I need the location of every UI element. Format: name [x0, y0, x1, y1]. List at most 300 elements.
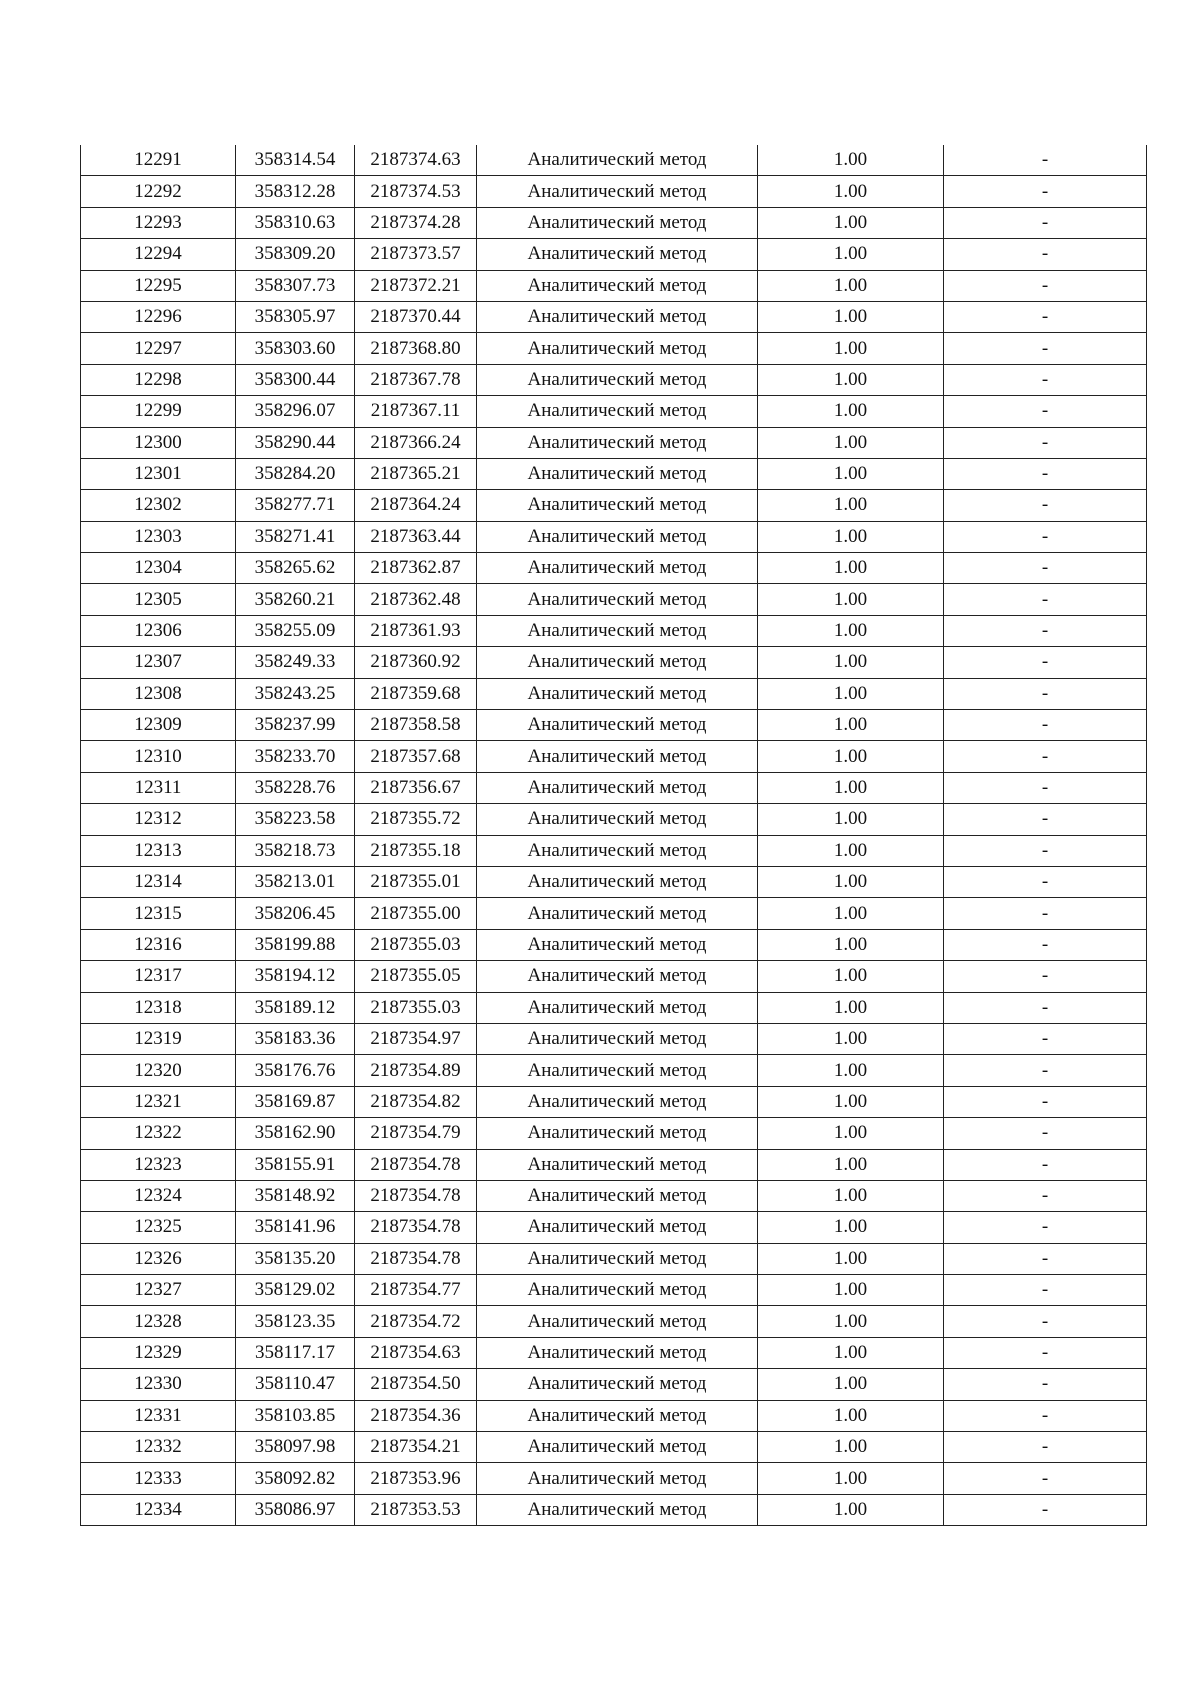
table-row	[81, 647, 1147, 678]
x-coordinate-cell: 358260.21	[236, 584, 355, 615]
y-coordinate-cell: 2187360.92	[355, 647, 477, 678]
y-coordinate-cell: 2187355.03	[355, 929, 477, 960]
y-coordinate-cell: 2187355.18	[355, 835, 477, 866]
table-row	[81, 1086, 1147, 1117]
note-cell: -	[944, 929, 1147, 960]
method-cell: Аналитический метод	[477, 1463, 758, 1494]
y-coordinate-cell: 2187368.80	[355, 333, 477, 364]
table-row	[81, 992, 1147, 1023]
accuracy-cell: 1.00	[758, 333, 944, 364]
table-row	[81, 1118, 1147, 1149]
y-coordinate-cell: 2187355.72	[355, 804, 477, 835]
accuracy-cell: 1.00	[758, 1243, 944, 1274]
note-cell: -	[944, 1055, 1147, 1086]
point-number-cell: 12291	[81, 145, 236, 176]
y-coordinate-cell: 2187366.24	[355, 427, 477, 458]
y-coordinate-cell: 2187354.72	[355, 1306, 477, 1337]
note-cell: -	[944, 207, 1147, 238]
y-coordinate-cell: 2187355.03	[355, 992, 477, 1023]
note-cell: -	[944, 490, 1147, 521]
method-cell: Аналитический метод	[477, 835, 758, 866]
accuracy-cell: 1.00	[758, 1180, 944, 1211]
y-coordinate-cell: 2187357.68	[355, 741, 477, 772]
method-cell: Аналитический метод	[477, 270, 758, 301]
table-row	[81, 301, 1147, 332]
point-number-cell: 12298	[81, 364, 236, 395]
y-coordinate-cell: 2187374.63	[355, 145, 477, 176]
x-coordinate-cell: 358307.73	[236, 270, 355, 301]
table-row	[81, 1055, 1147, 1086]
point-number-cell: 12329	[81, 1337, 236, 1368]
accuracy-cell: 1.00	[758, 929, 944, 960]
x-coordinate-cell: 358206.45	[236, 898, 355, 929]
point-number-cell: 12322	[81, 1118, 236, 1149]
note-cell: -	[944, 270, 1147, 301]
point-number-cell: 12300	[81, 427, 236, 458]
table-row	[81, 270, 1147, 301]
point-number-cell: 12314	[81, 866, 236, 897]
point-number-cell: 12323	[81, 1149, 236, 1180]
x-coordinate-cell: 358129.02	[236, 1275, 355, 1306]
table-row	[81, 1275, 1147, 1306]
accuracy-cell: 1.00	[758, 176, 944, 207]
table-row	[81, 145, 1147, 176]
y-coordinate-cell: 2187374.53	[355, 176, 477, 207]
table-row	[81, 1023, 1147, 1054]
y-coordinate-cell: 2187354.78	[355, 1212, 477, 1243]
point-number-cell: 12309	[81, 710, 236, 741]
method-cell: Аналитический метод	[477, 898, 758, 929]
point-number-cell: 12316	[81, 929, 236, 960]
y-coordinate-cell: 2187354.50	[355, 1369, 477, 1400]
accuracy-cell: 1.00	[758, 1118, 944, 1149]
note-cell: -	[944, 1494, 1147, 1525]
point-number-cell: 12321	[81, 1086, 236, 1117]
point-number-cell: 12327	[81, 1275, 236, 1306]
accuracy-cell: 1.00	[758, 615, 944, 646]
method-cell: Аналитический метод	[477, 364, 758, 395]
method-cell: Аналитический метод	[477, 1149, 758, 1180]
note-cell: -	[944, 1118, 1147, 1149]
note-cell: -	[944, 427, 1147, 458]
method-cell: Аналитический метод	[477, 239, 758, 270]
table-row	[81, 678, 1147, 709]
table-row	[81, 364, 1147, 395]
table-row	[81, 961, 1147, 992]
x-coordinate-cell: 358135.20	[236, 1243, 355, 1274]
accuracy-cell: 1.00	[758, 804, 944, 835]
accuracy-cell: 1.00	[758, 1369, 944, 1400]
method-cell: Аналитический метод	[477, 1243, 758, 1274]
x-coordinate-cell: 358199.88	[236, 929, 355, 960]
point-number-cell: 12294	[81, 239, 236, 270]
y-coordinate-cell: 2187367.78	[355, 364, 477, 395]
note-cell: -	[944, 615, 1147, 646]
point-number-cell: 12313	[81, 835, 236, 866]
table-row	[81, 1212, 1147, 1243]
point-number-cell: 12305	[81, 584, 236, 615]
note-cell: -	[944, 1243, 1147, 1274]
table-row	[81, 1432, 1147, 1463]
accuracy-cell: 1.00	[758, 992, 944, 1023]
x-coordinate-cell: 358086.97	[236, 1494, 355, 1525]
point-number-cell: 12319	[81, 1023, 236, 1054]
table-row	[81, 207, 1147, 238]
accuracy-cell: 1.00	[758, 1306, 944, 1337]
method-cell: Аналитический метод	[477, 1494, 758, 1525]
point-number-cell: 12317	[81, 961, 236, 992]
point-number-cell: 12292	[81, 176, 236, 207]
point-number-cell: 12295	[81, 270, 236, 301]
method-cell: Аналитический метод	[477, 458, 758, 489]
note-cell: -	[944, 1463, 1147, 1494]
accuracy-cell: 1.00	[758, 1432, 944, 1463]
y-coordinate-cell: 2187370.44	[355, 301, 477, 332]
note-cell: -	[944, 992, 1147, 1023]
note-cell: -	[944, 1369, 1147, 1400]
x-coordinate-cell: 358194.12	[236, 961, 355, 992]
note-cell: -	[944, 835, 1147, 866]
method-cell: Аналитический метод	[477, 584, 758, 615]
x-coordinate-cell: 358265.62	[236, 553, 355, 584]
method-cell: Аналитический метод	[477, 961, 758, 992]
point-number-cell: 12301	[81, 458, 236, 489]
table-row	[81, 1180, 1147, 1211]
accuracy-cell: 1.00	[758, 866, 944, 897]
method-cell: Аналитический метод	[477, 1118, 758, 1149]
accuracy-cell: 1.00	[758, 1463, 944, 1494]
table-row	[81, 866, 1147, 897]
table-row	[81, 1337, 1147, 1368]
y-coordinate-cell: 2187354.82	[355, 1086, 477, 1117]
table-row	[81, 741, 1147, 772]
note-cell: -	[944, 239, 1147, 270]
x-coordinate-cell: 358237.99	[236, 710, 355, 741]
y-coordinate-cell: 2187354.77	[355, 1275, 477, 1306]
method-cell: Аналитический метод	[477, 772, 758, 803]
table-row	[81, 804, 1147, 835]
note-cell: -	[944, 961, 1147, 992]
point-number-cell: 12296	[81, 301, 236, 332]
y-coordinate-cell: 2187362.48	[355, 584, 477, 615]
x-coordinate-cell: 358300.44	[236, 364, 355, 395]
point-number-cell: 12303	[81, 521, 236, 552]
method-cell: Аналитический метод	[477, 1180, 758, 1211]
note-cell: -	[944, 1023, 1147, 1054]
note-cell: -	[944, 145, 1147, 176]
y-coordinate-cell: 2187353.96	[355, 1463, 477, 1494]
table-row	[81, 490, 1147, 521]
note-cell: -	[944, 1180, 1147, 1211]
method-cell: Аналитический метод	[477, 866, 758, 897]
x-coordinate-cell: 358176.76	[236, 1055, 355, 1086]
point-number-cell: 12310	[81, 741, 236, 772]
x-coordinate-cell: 358296.07	[236, 396, 355, 427]
x-coordinate-cell: 358117.17	[236, 1337, 355, 1368]
note-cell: -	[944, 866, 1147, 897]
point-number-cell: 12315	[81, 898, 236, 929]
point-number-cell: 12325	[81, 1212, 236, 1243]
accuracy-cell: 1.00	[758, 1212, 944, 1243]
table-row	[81, 1149, 1147, 1180]
accuracy-cell: 1.00	[758, 1023, 944, 1054]
x-coordinate-cell: 358213.01	[236, 866, 355, 897]
method-cell: Аналитический метод	[477, 647, 758, 678]
accuracy-cell: 1.00	[758, 772, 944, 803]
note-cell: -	[944, 772, 1147, 803]
x-coordinate-cell: 358228.76	[236, 772, 355, 803]
table-row	[81, 427, 1147, 458]
method-cell: Аналитический метод	[477, 710, 758, 741]
x-coordinate-cell: 358189.12	[236, 992, 355, 1023]
table-row	[81, 898, 1147, 929]
note-cell: -	[944, 1149, 1147, 1180]
accuracy-cell: 1.00	[758, 239, 944, 270]
accuracy-cell: 1.00	[758, 1055, 944, 1086]
x-coordinate-cell: 358271.41	[236, 521, 355, 552]
x-coordinate-cell: 358290.44	[236, 427, 355, 458]
point-number-cell: 12312	[81, 804, 236, 835]
note-cell: -	[944, 1086, 1147, 1117]
x-coordinate-cell: 358169.87	[236, 1086, 355, 1117]
note-cell: -	[944, 521, 1147, 552]
method-cell: Аналитический метод	[477, 145, 758, 176]
table-row	[81, 1243, 1147, 1274]
note-cell: -	[944, 1400, 1147, 1431]
note-cell: -	[944, 741, 1147, 772]
table-row	[81, 1494, 1147, 1525]
method-cell: Аналитический метод	[477, 1086, 758, 1117]
y-coordinate-cell: 2187354.36	[355, 1400, 477, 1431]
method-cell: Аналитический метод	[477, 929, 758, 960]
table-row	[81, 458, 1147, 489]
point-number-cell: 12308	[81, 678, 236, 709]
y-coordinate-cell: 2187374.28	[355, 207, 477, 238]
point-number-cell: 12304	[81, 553, 236, 584]
y-coordinate-cell: 2187354.97	[355, 1023, 477, 1054]
x-coordinate-cell: 358310.63	[236, 207, 355, 238]
coordinates-table-body	[81, 145, 1147, 1526]
y-coordinate-cell: 2187354.21	[355, 1432, 477, 1463]
method-cell: Аналитический метод	[477, 1306, 758, 1337]
method-cell: Аналитический метод	[477, 992, 758, 1023]
point-number-cell: 12334	[81, 1494, 236, 1525]
accuracy-cell: 1.00	[758, 1400, 944, 1431]
note-cell: -	[944, 898, 1147, 929]
x-coordinate-cell: 358309.20	[236, 239, 355, 270]
accuracy-cell: 1.00	[758, 961, 944, 992]
x-coordinate-cell: 358092.82	[236, 1463, 355, 1494]
x-coordinate-cell: 358123.35	[236, 1306, 355, 1337]
method-cell: Аналитический метод	[477, 678, 758, 709]
method-cell: Аналитический метод	[477, 615, 758, 646]
x-coordinate-cell: 358162.90	[236, 1118, 355, 1149]
method-cell: Аналитический метод	[477, 396, 758, 427]
accuracy-cell: 1.00	[758, 458, 944, 489]
accuracy-cell: 1.00	[758, 1275, 944, 1306]
accuracy-cell: 1.00	[758, 1494, 944, 1525]
x-coordinate-cell: 358110.47	[236, 1369, 355, 1400]
method-cell: Аналитический метод	[477, 553, 758, 584]
x-coordinate-cell: 358303.60	[236, 333, 355, 364]
y-coordinate-cell: 2187367.11	[355, 396, 477, 427]
x-coordinate-cell: 358243.25	[236, 678, 355, 709]
point-number-cell: 12299	[81, 396, 236, 427]
note-cell: -	[944, 804, 1147, 835]
y-coordinate-cell: 2187359.68	[355, 678, 477, 709]
point-number-cell: 12326	[81, 1243, 236, 1274]
point-number-cell: 12328	[81, 1306, 236, 1337]
y-coordinate-cell: 2187358.58	[355, 710, 477, 741]
point-number-cell: 12320	[81, 1055, 236, 1086]
y-coordinate-cell: 2187356.67	[355, 772, 477, 803]
x-coordinate-cell: 358249.33	[236, 647, 355, 678]
point-number-cell: 12306	[81, 615, 236, 646]
method-cell: Аналитический метод	[477, 1400, 758, 1431]
x-coordinate-cell: 358305.97	[236, 301, 355, 332]
y-coordinate-cell: 2187373.57	[355, 239, 477, 270]
method-cell: Аналитический метод	[477, 427, 758, 458]
method-cell: Аналитический метод	[477, 333, 758, 364]
point-number-cell: 12307	[81, 647, 236, 678]
x-coordinate-cell: 358103.85	[236, 1400, 355, 1431]
table-row	[81, 176, 1147, 207]
accuracy-cell: 1.00	[758, 490, 944, 521]
table-row	[81, 615, 1147, 646]
note-cell: -	[944, 1306, 1147, 1337]
method-cell: Аналитический метод	[477, 804, 758, 835]
accuracy-cell: 1.00	[758, 553, 944, 584]
point-number-cell: 12324	[81, 1180, 236, 1211]
point-number-cell: 12333	[81, 1463, 236, 1494]
y-coordinate-cell: 2187354.79	[355, 1118, 477, 1149]
y-coordinate-cell: 2187354.78	[355, 1243, 477, 1274]
method-cell: Аналитический метод	[477, 207, 758, 238]
y-coordinate-cell: 2187355.00	[355, 898, 477, 929]
y-coordinate-cell: 2187354.89	[355, 1055, 477, 1086]
table-row	[81, 1369, 1147, 1400]
y-coordinate-cell: 2187361.93	[355, 615, 477, 646]
y-coordinate-cell: 2187353.53	[355, 1494, 477, 1525]
note-cell: -	[944, 458, 1147, 489]
table-row	[81, 835, 1147, 866]
x-coordinate-cell: 358314.54	[236, 145, 355, 176]
table-row	[81, 772, 1147, 803]
x-coordinate-cell: 358218.73	[236, 835, 355, 866]
y-coordinate-cell: 2187354.78	[355, 1149, 477, 1180]
method-cell: Аналитический метод	[477, 301, 758, 332]
y-coordinate-cell: 2187355.05	[355, 961, 477, 992]
note-cell: -	[944, 333, 1147, 364]
point-number-cell: 12318	[81, 992, 236, 1023]
accuracy-cell: 1.00	[758, 207, 944, 238]
x-coordinate-cell: 358223.58	[236, 804, 355, 835]
method-cell: Аналитический метод	[477, 1212, 758, 1243]
point-number-cell: 12297	[81, 333, 236, 364]
x-coordinate-cell: 358255.09	[236, 615, 355, 646]
y-coordinate-cell: 2187363.44	[355, 521, 477, 552]
accuracy-cell: 1.00	[758, 270, 944, 301]
method-cell: Аналитический метод	[477, 1275, 758, 1306]
method-cell: Аналитический метод	[477, 1023, 758, 1054]
accuracy-cell: 1.00	[758, 898, 944, 929]
note-cell: -	[944, 710, 1147, 741]
y-coordinate-cell: 2187364.24	[355, 490, 477, 521]
note-cell: -	[944, 396, 1147, 427]
table-row	[81, 239, 1147, 270]
y-coordinate-cell: 2187355.01	[355, 866, 477, 897]
method-cell: Аналитический метод	[477, 1432, 758, 1463]
accuracy-cell: 1.00	[758, 1149, 944, 1180]
note-cell: -	[944, 364, 1147, 395]
coordinates-table	[80, 145, 1147, 1526]
y-coordinate-cell: 2187372.21	[355, 270, 477, 301]
table-row	[81, 333, 1147, 364]
method-cell: Аналитический метод	[477, 521, 758, 552]
x-coordinate-cell: 358183.36	[236, 1023, 355, 1054]
method-cell: Аналитический метод	[477, 741, 758, 772]
x-coordinate-cell: 358284.20	[236, 458, 355, 489]
method-cell: Аналитический метод	[477, 1055, 758, 1086]
note-cell: -	[944, 678, 1147, 709]
accuracy-cell: 1.00	[758, 1337, 944, 1368]
note-cell: -	[944, 647, 1147, 678]
accuracy-cell: 1.00	[758, 145, 944, 176]
accuracy-cell: 1.00	[758, 521, 944, 552]
x-coordinate-cell: 358155.91	[236, 1149, 355, 1180]
accuracy-cell: 1.00	[758, 584, 944, 615]
note-cell: -	[944, 553, 1147, 584]
accuracy-cell: 1.00	[758, 710, 944, 741]
note-cell: -	[944, 301, 1147, 332]
x-coordinate-cell: 358148.92	[236, 1180, 355, 1211]
method-cell: Аналитический метод	[477, 1337, 758, 1368]
y-coordinate-cell: 2187354.78	[355, 1180, 477, 1211]
note-cell: -	[944, 176, 1147, 207]
accuracy-cell: 1.00	[758, 741, 944, 772]
method-cell: Аналитический метод	[477, 176, 758, 207]
x-coordinate-cell: 358233.70	[236, 741, 355, 772]
accuracy-cell: 1.00	[758, 678, 944, 709]
table-row	[81, 1463, 1147, 1494]
table-row	[81, 1306, 1147, 1337]
y-coordinate-cell: 2187362.87	[355, 553, 477, 584]
accuracy-cell: 1.00	[758, 647, 944, 678]
table-row	[81, 710, 1147, 741]
accuracy-cell: 1.00	[758, 1086, 944, 1117]
point-number-cell: 12293	[81, 207, 236, 238]
table-row	[81, 396, 1147, 427]
point-number-cell: 12311	[81, 772, 236, 803]
y-coordinate-cell: 2187354.63	[355, 1337, 477, 1368]
method-cell: Аналитический метод	[477, 1369, 758, 1400]
accuracy-cell: 1.00	[758, 835, 944, 866]
method-cell: Аналитический метод	[477, 490, 758, 521]
point-number-cell: 12332	[81, 1432, 236, 1463]
table-row	[81, 1400, 1147, 1431]
x-coordinate-cell: 358312.28	[236, 176, 355, 207]
point-number-cell: 12330	[81, 1369, 236, 1400]
point-number-cell: 12302	[81, 490, 236, 521]
note-cell: -	[944, 1432, 1147, 1463]
x-coordinate-cell: 358277.71	[236, 490, 355, 521]
x-coordinate-cell: 358141.96	[236, 1212, 355, 1243]
x-coordinate-cell: 358097.98	[236, 1432, 355, 1463]
note-cell: -	[944, 1212, 1147, 1243]
y-coordinate-cell: 2187365.21	[355, 458, 477, 489]
table-row	[81, 584, 1147, 615]
point-number-cell: 12331	[81, 1400, 236, 1431]
